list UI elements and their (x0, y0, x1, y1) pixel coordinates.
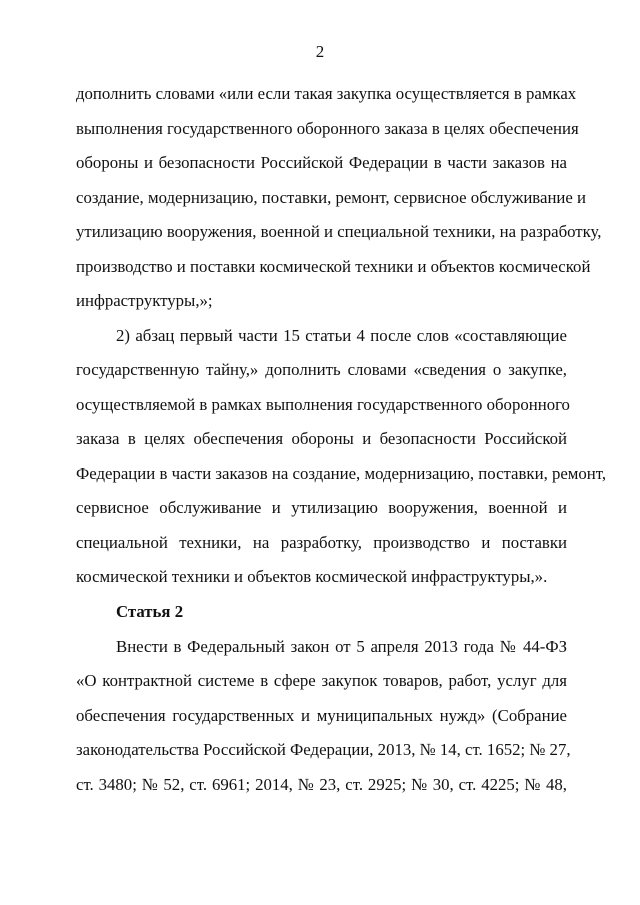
text-line: ст. 3480; № 52, ст. 6961; 2014, № 23, ст. 2925; № 30, ст. 4225; № 48, (76, 775, 567, 794)
text-line: космической техники и объектов космической инфраструктуры,». (76, 567, 548, 586)
text-line: производство и поставки космической техники и объектов космической (76, 257, 591, 276)
text-line: Внести в Федеральный закон от 5 апреля 2013 года № 44-ФЗ (116, 637, 567, 656)
text-line: инфраструктуры,»; (76, 291, 213, 310)
text-line: специальной техники, на разработку, производство и поставки (76, 533, 567, 552)
text-line: создание, модернизацию, поставки, ремонт, сервисное обслуживание и (76, 188, 587, 207)
text-line: сервисное обслуживание и утилизацию вооружения, военной и (76, 498, 567, 517)
text-line: Федерации в части заказов на создание, модернизацию, поставки, ремонт, (76, 464, 607, 483)
text-line: законодательства Российской Федерации, 2013, № 14, ст. 1652; № 27, (76, 740, 571, 759)
text-line: обороны и безопасности Российской Федерации в части заказов на (76, 153, 567, 172)
page-number: 2 (315, 42, 325, 61)
text-line: осуществляемой в рамках выполнения государственного оборонного (76, 395, 570, 414)
text-line: государственную тайну,» дополнить словами «сведения о закупке, (76, 360, 567, 379)
text-line: обеспечения государственных и муниципальных нужд» (Собрание (76, 706, 567, 725)
text-line: выполнения государственного оборонного заказа в целях обеспечения (76, 119, 579, 138)
text-line: 2) абзац первый части 15 статьи 4 после слов «составляющие (116, 326, 567, 345)
text-line: «О контрактной системе в сфере закупок товаров, работ, услуг для (76, 671, 567, 690)
article-heading: Статья 2 (116, 602, 184, 621)
text-line: утилизацию вооружения, военной и специальной техники, на разработку, (76, 222, 602, 241)
text-line: дополнить словами «или если такая закупка осуществляется в рамках (76, 84, 577, 103)
text-line: заказа в целях обеспечения обороны и безопасности Российской (76, 429, 567, 448)
